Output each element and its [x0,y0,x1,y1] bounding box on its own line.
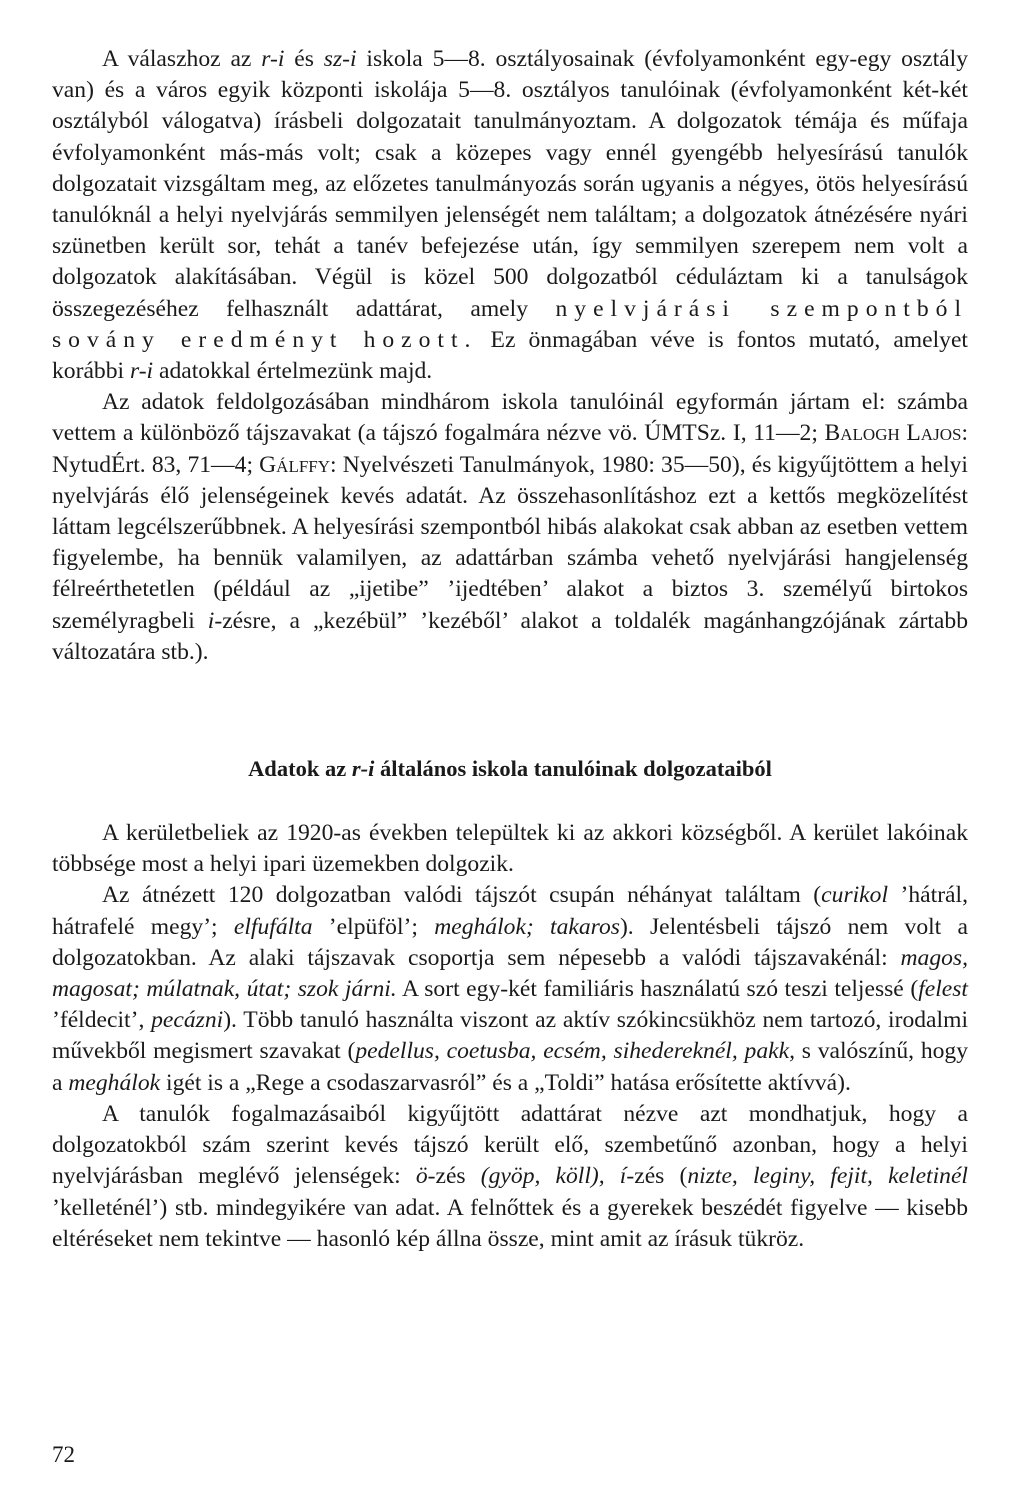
text-run: A válaszhoz az [102,46,262,72]
text-run: A sort egy-két familiáris használatú szó teszi teljessé ( [396,976,919,1003]
author-name: Balogh Lajos [824,420,962,447]
text-run: ). Több tanuló használta viszont az aktív szókincsükhöz nem tartozó, irodalmi művekből megismert szavakat ( [52,1007,968,1065]
section-heading [52,754,968,784]
italic-run: elfufálta [233,913,313,940]
text-run: s valószínű, hogy a [52,1038,969,1096]
text-run: ). Jelentésbeli tájszó nem volt a dolgozatokban. Az alaki tájszavak csoportja sem népesebb a valódi tájszavakénál: [52,913,968,971]
text-run: -zés ( [626,1163,688,1190]
italic-run: ö [415,1163,428,1190]
heading-run: Adatok az [248,756,352,782]
text-run: és [284,46,324,72]
italic-run: i [207,607,215,634]
italic-run: r-i [129,358,154,385]
heading-run: általános iskola tanulóinak dolgozataiból [374,756,772,782]
italic-run: pedellus, coetusba, ecsém, sihedereknél, pakk, [355,1038,795,1065]
text-run: igét is a „Rege a csodaszarvasról” és a „Toldi” hatása erősítette aktívvá). [160,1069,851,1096]
text-run: : Nyelvészeti Tanulmányok, 1980: 35—50), és kigyűjtöttem a helyi nyelvjárás élő jelenségeinek kevés adatát. Az összehasonlításhoz ezt a kettős megközelítést láttam legcélszerűbbnek. A helyesírási szempontból hibás alakokat csak abban az esetben vettem figyelembe, ha bennük valamilyen, az adattárban számba vehető nyelvjárási hangjelenség félreérthetetlen (például az „ijetibe” ’ijedtében’ alakot a biztos 3. személyű birtokos személyragbeli [52,451,968,634]
heading-italic-run: r-i [351,756,375,782]
text-run: ’féldecit’, [52,1007,152,1034]
author-name: Gálffy [259,451,331,478]
text-run: Az adatok feldolgozásában mindhárom iskola tanulóinál egyformán jártam el: számba vettem a különböző tájszavakat (a tájszó fogalmára nézve vö. ÚMTSz. I, 11—2; [52,389,968,447]
text-run: -zésre, a „kezébül” ’kezéből’ alakot a toldalék magánhangzójának zártabb változatára stb.). [52,607,968,665]
italic-run: (gyöp, köll), í [480,1163,627,1190]
italic-run: meghálok [68,1069,161,1096]
text-run: adatokkal értelmezünk majd. [153,358,433,385]
text-run: ’hátrál, hátrafelé megy’; [52,882,968,940]
italic-run: curikol [821,882,889,909]
text-run: Ez önmagában véve is fontos mutató, amelyet korábbi [52,326,968,385]
page-number: 72 [52,1442,75,1467]
text-run: ’kelleténél’) stb. mindegyikére van adat. A felnőttek és a gyerekek beszédét figyelve — kisebb eltéréseket nem tekintve — hasonló kép állna össze, mint amit az írásuk tükröz. [52,1194,968,1252]
text-run: ’elpüföl’; [312,913,435,940]
italic-run: sz-i [323,46,357,72]
text-run: iskola 5—8. osztályosainak (évfolyamonként egy-egy osztály van) és a város egyik központi iskolája 5—8. osztályos tanulóinak (évfolyamonként két-két osztályból válogatva) írásbeli dolgozatait tanulmányoztam. A dolgozatok témája és műfaja évfolyamonként más-más volt; csak a közepes vagy ennél gyengébb helyesírású tanulók dolgozatait vizsgáltam meg, az előzetes tanulmányozás során ugyanis a négyes, ötös helyesírású tanulóknál a helyi nyelvjárás semmilyen jelenségét nem találtam; a dolgozatok átnézésére nyári szünetben került sor, tehát a tanév befejezése után, így semmilyen szerepem nem volt a dolgozatok alakításában. Végül is közel 500 dolgozatból céduláztam ki a tanulságok összegezéséhez felhasznált adattárat, amely [52,46,968,322]
page-body [52,44,968,1255]
paragraph-1 [52,44,968,387]
italic-run: felest [918,976,968,1003]
italic-run: magos, magosat; múlatnak, útat; szok járni. [52,944,968,1003]
text-run: : NytudÉrt. 83, 71—4; [52,420,968,478]
italic-run: r-i [261,46,285,72]
text-run: A tanulók fogalmazásaiból kigyűjtött adattárat nézve azt mondhatjuk, hogy a dolgozatokból szám szerint kevés tájszó került elő, szembetűnő azonban, hogy a helyi nyelvjárásban meglévő jelenségek: [52,1100,968,1190]
italic-run: nizte, leginy, fejit, keletinél [687,1163,968,1190]
paragraph-3: A kerületbeliek az 1920-as években települtek ki az akkori községből. A kerület lakóinak többsége most a helyi ipari üzemekben dolgozik. [52,820,968,878]
italic-run: pecázni [151,1007,224,1034]
paragraph-5 [52,1099,968,1255]
spaced-emphasis: nyelvjárási szempontból sovány eredményt hozott. [52,295,969,353]
paragraph-4 [52,880,968,1098]
italic-run: meghálok; takaros [434,913,620,940]
text-run: -zés [427,1163,481,1190]
paragraph-2 [52,387,968,668]
text-run: Az átnézett 120 dolgozatban valódi tájszót csupán néhányat találtam ( [102,882,822,909]
